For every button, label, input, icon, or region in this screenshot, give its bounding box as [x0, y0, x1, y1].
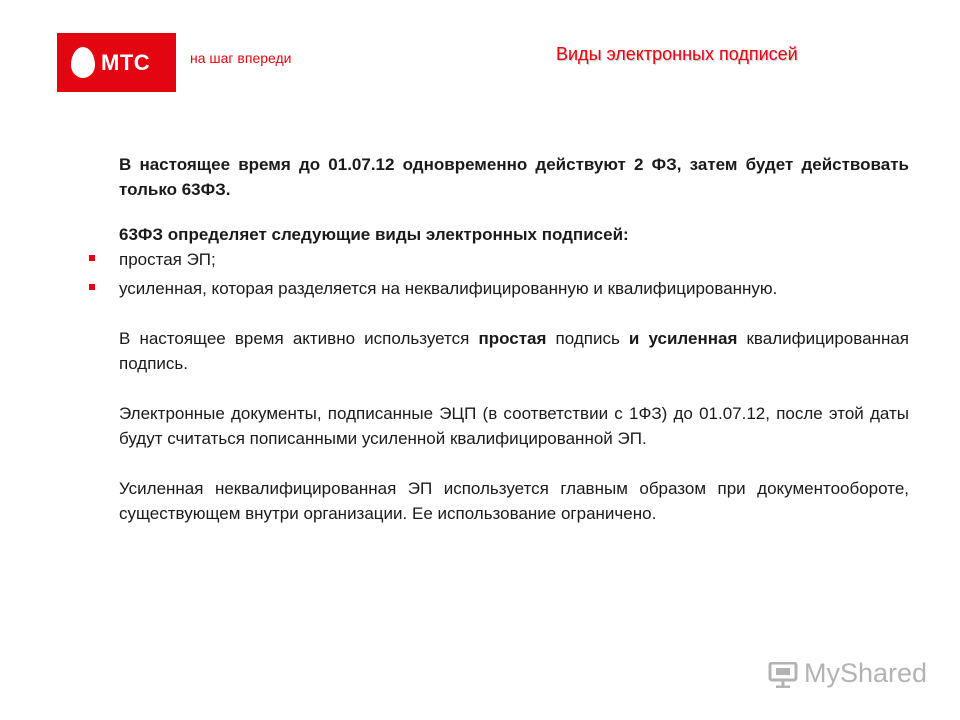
p3-text-e: квалифицированная подпись.	[119, 329, 909, 373]
p3-text-a: В настоящее время активно используется	[119, 329, 479, 348]
mts-logo	[57, 33, 176, 92]
bullet-text: усиленная, которая разделяется на неквалифицированную и квалифицированную.	[119, 279, 778, 298]
p3-text-c: подпись	[546, 329, 629, 348]
paragraph-3	[119, 326, 909, 376]
slide-body	[119, 152, 909, 526]
bullet-text: простая ЭП;	[119, 250, 216, 269]
presentation-icon	[768, 662, 798, 688]
bullet-item-2	[119, 276, 909, 301]
bullet-item-1	[119, 247, 909, 272]
paragraph-4: Электронные документы, подписанные ЭЦП (в соответствии с 1ФЗ) до 01.07.12, после этой даты будут считаться пописанными усиленной квалифицированной ЭП.	[119, 404, 909, 448]
slogan: на шаг впереди	[190, 50, 292, 66]
slide-title: Виды электронных подписей	[556, 44, 798, 64]
egg-icon	[71, 47, 95, 78]
logo-text: МТС	[101, 50, 151, 75]
p3-text-d: и усиленная	[628, 329, 738, 348]
paragraph-5: Усиленная неквалифицированная ЭП используется главным образом при документообороте, существующем внутри организации. Ее использование ограничено.	[119, 479, 909, 523]
paragraph-1: В настоящее время до 01.07.12 одновременно действуют 2 ФЗ, затем будет действовать только 63ФЗ.	[119, 155, 909, 199]
paragraph-2: 63ФЗ определяет следующие виды электронных подписей:	[119, 225, 629, 244]
watermark-text: MyShared	[804, 658, 928, 688]
bullet-square-icon	[89, 284, 95, 290]
bullet-square-icon	[89, 255, 95, 261]
p3-text-b: простая	[478, 329, 547, 348]
